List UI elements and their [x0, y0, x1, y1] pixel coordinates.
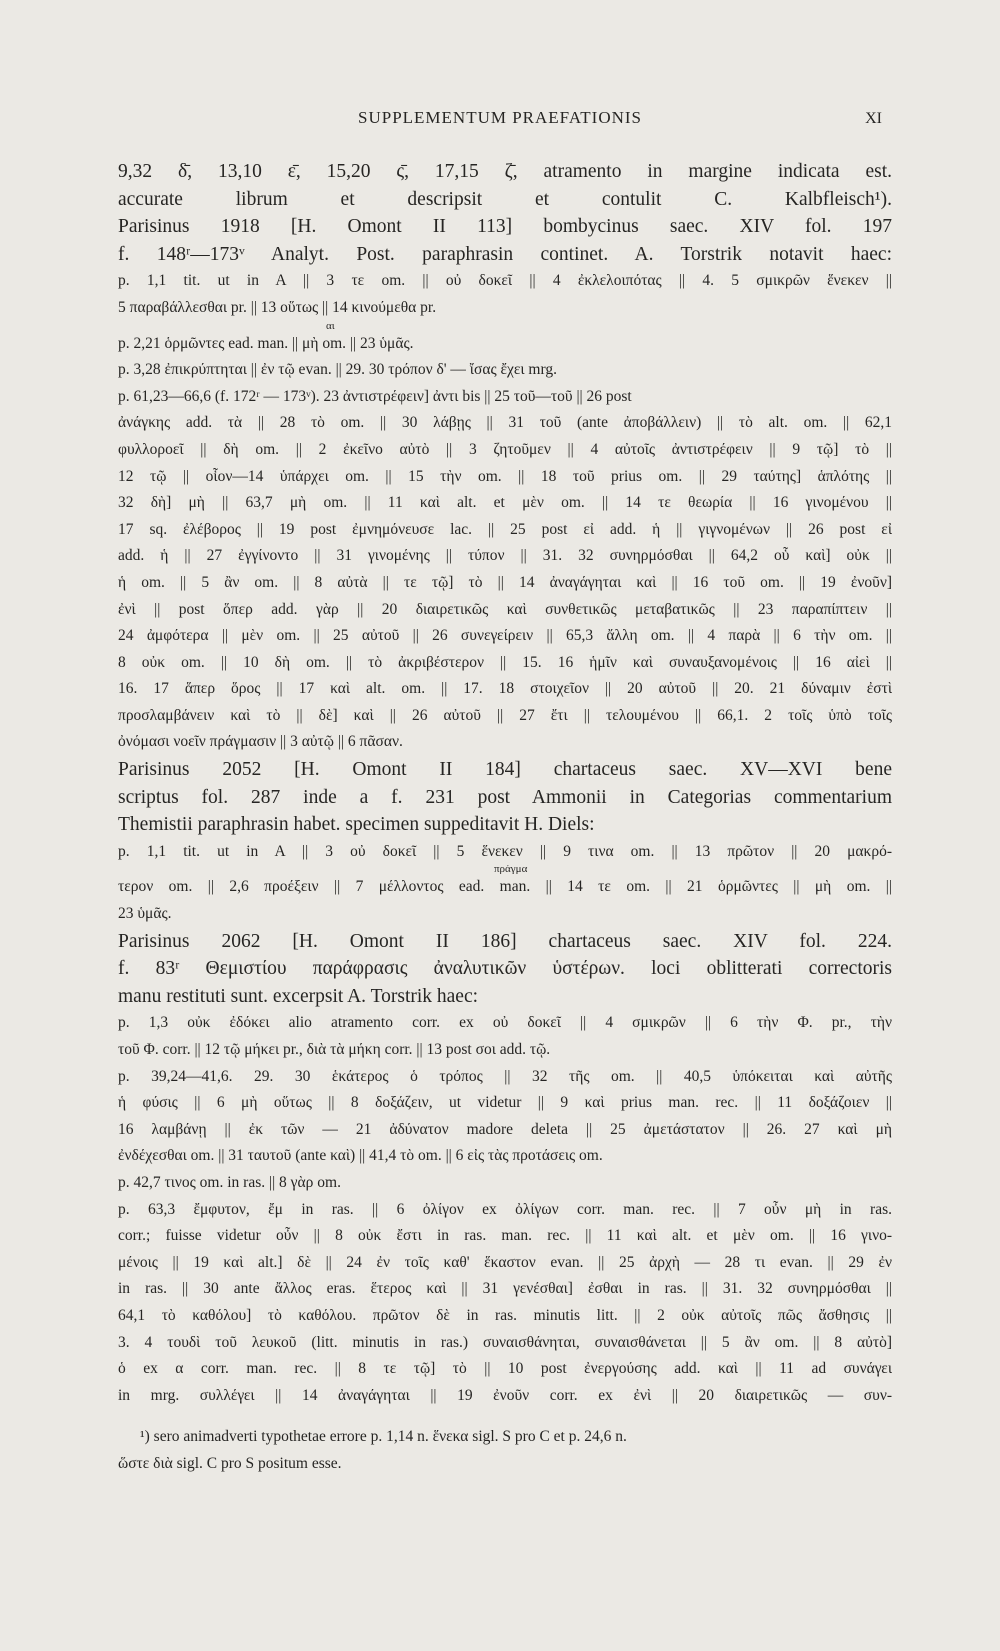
text-line: ὁ ex α corr. man. rec. || 8 τε τῷ] τὸ || 10 post ἐνεργούσης add. καὶ || 11 ad συνάγει [118, 1360, 892, 1378]
text-line: in ras. || 30 ante ἄλλος eras. ἕτερος καὶ || 31 γενέσθαι] ἐσθαι in ras. || 31. 32 συνηρμόσθαι || [118, 1280, 892, 1298]
text-line: f. 148ʳ—173ᵛ Analyt. Post. paraphrasin continet. A. Torstrik notavit haec: [118, 243, 892, 265]
text-line: 24 ἀμφότερα || μὲν om. || 25 αὐτοῦ || 26 συνεγείρειν || 65,3 ἄλλη om. || 4 παρὰ || 6 τὴν om. || [118, 627, 892, 645]
text-line: ἡ om. || 5 ἂν om. || 8 αὐτὰ || τε τῷ] τὸ || 14 ἀναγάγηται καὶ || 16 τοῦ om. || 19 ἐνοῦν] [118, 573, 892, 591]
text-line: μένοις || 19 καὶ alt.] δὲ || 24 ἐν τοῖς καθ' ἕκαστον evan. || 25 ἀρχὴ — 28 τι evan. || 29 ἐν [118, 1253, 892, 1271]
main-text [118, 158, 892, 1477]
footnote-line: ὥστε διὰ sigl. C pro S positum esse. [118, 1455, 342, 1473]
text-line: ἐνδέχεσθαι om. || 31 ταυτοῦ (ante καὶ) || 41,4 τὸ om. || 6 εἰς τὰς προτάσεις om. [118, 1147, 603, 1165]
text-line: τερον om. || 2,6 προέξειν || 7 μέλλοντος ead. man. || 14 τε om. || 21 ὁρμῶντες || μὴ om. || [118, 878, 892, 896]
text-line: p. 42,7 τινος om. in ras. || 8 γὰρ om. [118, 1173, 341, 1191]
text-line: Parisinus 2062 [H. Omont II 186] chartaceus saec. XIV fol. 224. [118, 930, 892, 952]
text-line: 8 οὐκ om. || 10 δὴ om. || τὸ ἀκριβέστερον || 15. 16 ἡμῖν καὶ συναυξανομένοις || 16 αἰεὶ || [118, 653, 892, 671]
text-line: p. 63,3 ἔμφυτον, ἔμ in ras. || 6 ὀλίγον ex ὀλίγων corr. man. rec. || 7 οὖν μὴ in ras. [118, 1200, 892, 1218]
text-line: 16. 17 ἅπερ ὅρος || 17 καὶ alt. om. || 17. 18 στοιχεῖον || 20 αὐτοῦ || 20. 21 δύναμιν ἐστὶ [118, 680, 892, 698]
text-line: p. 2,21 ὁρμῶντες ead. man. || μὴ om. || 23 ὑμᾶς. [118, 334, 414, 352]
text-line: προσλαμβάνειν καὶ τὸ || δὲ] καὶ || 26 αὐτοῦ || 27 ἔτι || τελουμένου || 66,1. 2 τοῖς ὑπὸ τοῖς [118, 706, 892, 724]
page-number: XI [865, 110, 882, 127]
text-line: πράγμα [494, 865, 528, 875]
text-line: φυλλοροεῖ || δὴ om. || 2 ἐκεῖνο αὐτὸ || 3 ζητοῦμεν || 4 αὐτοῖς ἀντιστρέφειν || 9 τῷ] τὸ || [118, 440, 892, 458]
text-line: 16 λαμβάνῃ || ἐκ τῶν — 21 ἀδύνατον madore deleta || 25 ἀμετάστατον || 26. 27 καὶ μὴ [118, 1120, 892, 1138]
text-line: Parisinus 2052 [H. Omont II 184] chartaceus saec. XV—XVI bene [118, 759, 892, 781]
text-line: p. 3,28 ἐπικρύπτηται || ἐν τῷ evan. || 29. 30 τρόπον δ' — ἴσας ἔχει mrg. [118, 361, 557, 379]
footnote-separator [118, 1409, 892, 1423]
text-line: p. 1,3 οὐκ ἐδόκει alio atramento corr. ex οὐ δοκεῖ || 4 σμικρῶν || 6 τὴν Φ. pr., τὴν [118, 1014, 892, 1032]
text-line: p. 1,1 tit. ut in A || 3 τε om. || οὐ δοκεῖ || 4 ἐκλελοιπότας || 4. 5 σμικρῶν ἕνεκεν || [118, 272, 892, 290]
text-line: ἀνάγκης add. τὰ || 28 τὸ om. || 30 λάβῃς || 31 τοῦ (ante ἀποβάλλειν) || τὸ alt. om. || 62,1 [118, 414, 892, 432]
text-line: ἐνὶ || post ὅπερ add. γὰρ || 20 διαιρετικῶς καὶ συνθετικῶς μεταβατικῶς || 23 παραπίπτειν || [118, 600, 892, 618]
text-line: τοῦ Φ. corr. || 12 τῷ μήκει pr., διὰ τὰ μήκη corr. || 13 post σοι add. τῷ. [118, 1041, 551, 1058]
text-line: ὀνόμασι νοεῖν πράγμασιν || 3 αὐτῷ || 6 πᾶσαν. [118, 733, 403, 751]
text-line: αι [326, 321, 335, 331]
footnote-line: ¹) sero animadverti typothetae errore p. 1,14 n. ἕνεκα sigl. S pro C et p. 24,6 n. [140, 1428, 627, 1446]
running-title: SUPPLEMENTUM PRAEFATIONIS [358, 108, 642, 127]
text-line: manu restituti sunt. excerpsit A. Torstrik haec: [118, 985, 479, 1007]
text-line: in mrg. συλλέγει || 14 ἀναγάγηται || 19 ἐνοῦν corr. ex ἐνὶ || 20 διαιρετικῶς — συν- [118, 1386, 892, 1404]
running-header [0, 108, 1000, 138]
text-line: 12 τῷ || οἷον—14 ὑπάρχει om. || 15 τὴν om. || 18 τοῦ prius om. || 29 ταύτης] ἁπλότης || [118, 467, 892, 485]
text-line: f. 83ʳ Θεμιστίου παράφρασις ἀναλυτικῶν ὑστέρων. loci oblitterati correctoris [118, 958, 892, 980]
text-line: Parisinus 1918 [H. Omont II 113] bombycinus saec. XIV fol. 197 [118, 216, 892, 238]
text-line: 17 sq. ἐλέβορος || 19 post ἐμνημόνευσε lac. || 25 post εἰ add. ἡ || γιγνομένων || 26 post εἰ [118, 520, 892, 538]
text-line: 23 ὑμᾶς. [118, 905, 172, 923]
text-line: p. 61,23—66,6 (f. 172ʳ — 173ᵛ). 23 ἀντιστρέφειν] ἀντι bis || 25 τοῦ—τοῦ || 26 post [118, 387, 632, 405]
text-line: scriptus fol. 287 inde a f. 231 post Ammonii in Categorias commentarium [118, 786, 892, 808]
text-line: p. 39,24—41,6. 29. 30 ἑκάτερος ὁ τρόπος || 32 τῆς om. || 40,5 ὑπόκειται καὶ αὐτῆς [118, 1067, 892, 1085]
text-line: p. 1,1 tit. ut in A || 3 οὐ δοκεῖ || 5 ἕνεκεν || 9 τινα om. || 13 πρῶτον || 20 μακρό- [118, 842, 892, 860]
text-line: corr.; fuisse videtur οὖν || 8 οὐκ ἔστι in ras. man. rec. || 11 καὶ alt. et μὲν om. || 16 γινο- [118, 1227, 892, 1245]
text-line: 5 παραβάλλεσθαι pr. || 13 οὕτως || 14 κινούμεθα pr. [118, 298, 437, 316]
text-line: 3. 4 τουδὶ τοῦ λευκοῦ (litt. minutis in ras.) συναισθάνηται, συναισθάνεται || 5 ἂν om. || 8 αὐτὸ] [118, 1333, 892, 1351]
text-line: 9,32 δ̄, 13,10 ε̄, 15,20 ς̄, 17,15 ζ̄, atramento in margine indicata est. [118, 161, 892, 182]
text-line: add. ἡ || 27 ἐγγίνοντο || 31 γινομένης || τύπον || 31. 32 συνηρμόσθαι || 64,2 οὗ καὶ] οὐκ || [118, 547, 892, 565]
text-line: ἡ φύσις || 6 μὴ οὕτως || 8 δοξάζειν, ut videtur || 9 καὶ prius man. rec. || 11 δοξάζοιεν || [118, 1094, 892, 1112]
text-line: 32 δὴ] μὴ || 63,7 μὴ om. || 11 καὶ alt. et μὲν om. || 14 τε θεωρία || 16 γινομένου || [118, 494, 892, 512]
text-lines [118, 158, 892, 1409]
text-line: Themistii paraphrasin habet. specimen suppeditavit H. Diels: [118, 814, 595, 836]
text-line: accurate librum et descripsit et contulit C. Kalbfleisch¹). [118, 188, 892, 210]
text-line: 64,1 τὸ καθόλου] τὸ καθόλου. πρῶτον δὲ in ras. minutis litt. || 2 οὐκ αὐτοῖς πῶς ἄσθησις || [118, 1306, 892, 1324]
